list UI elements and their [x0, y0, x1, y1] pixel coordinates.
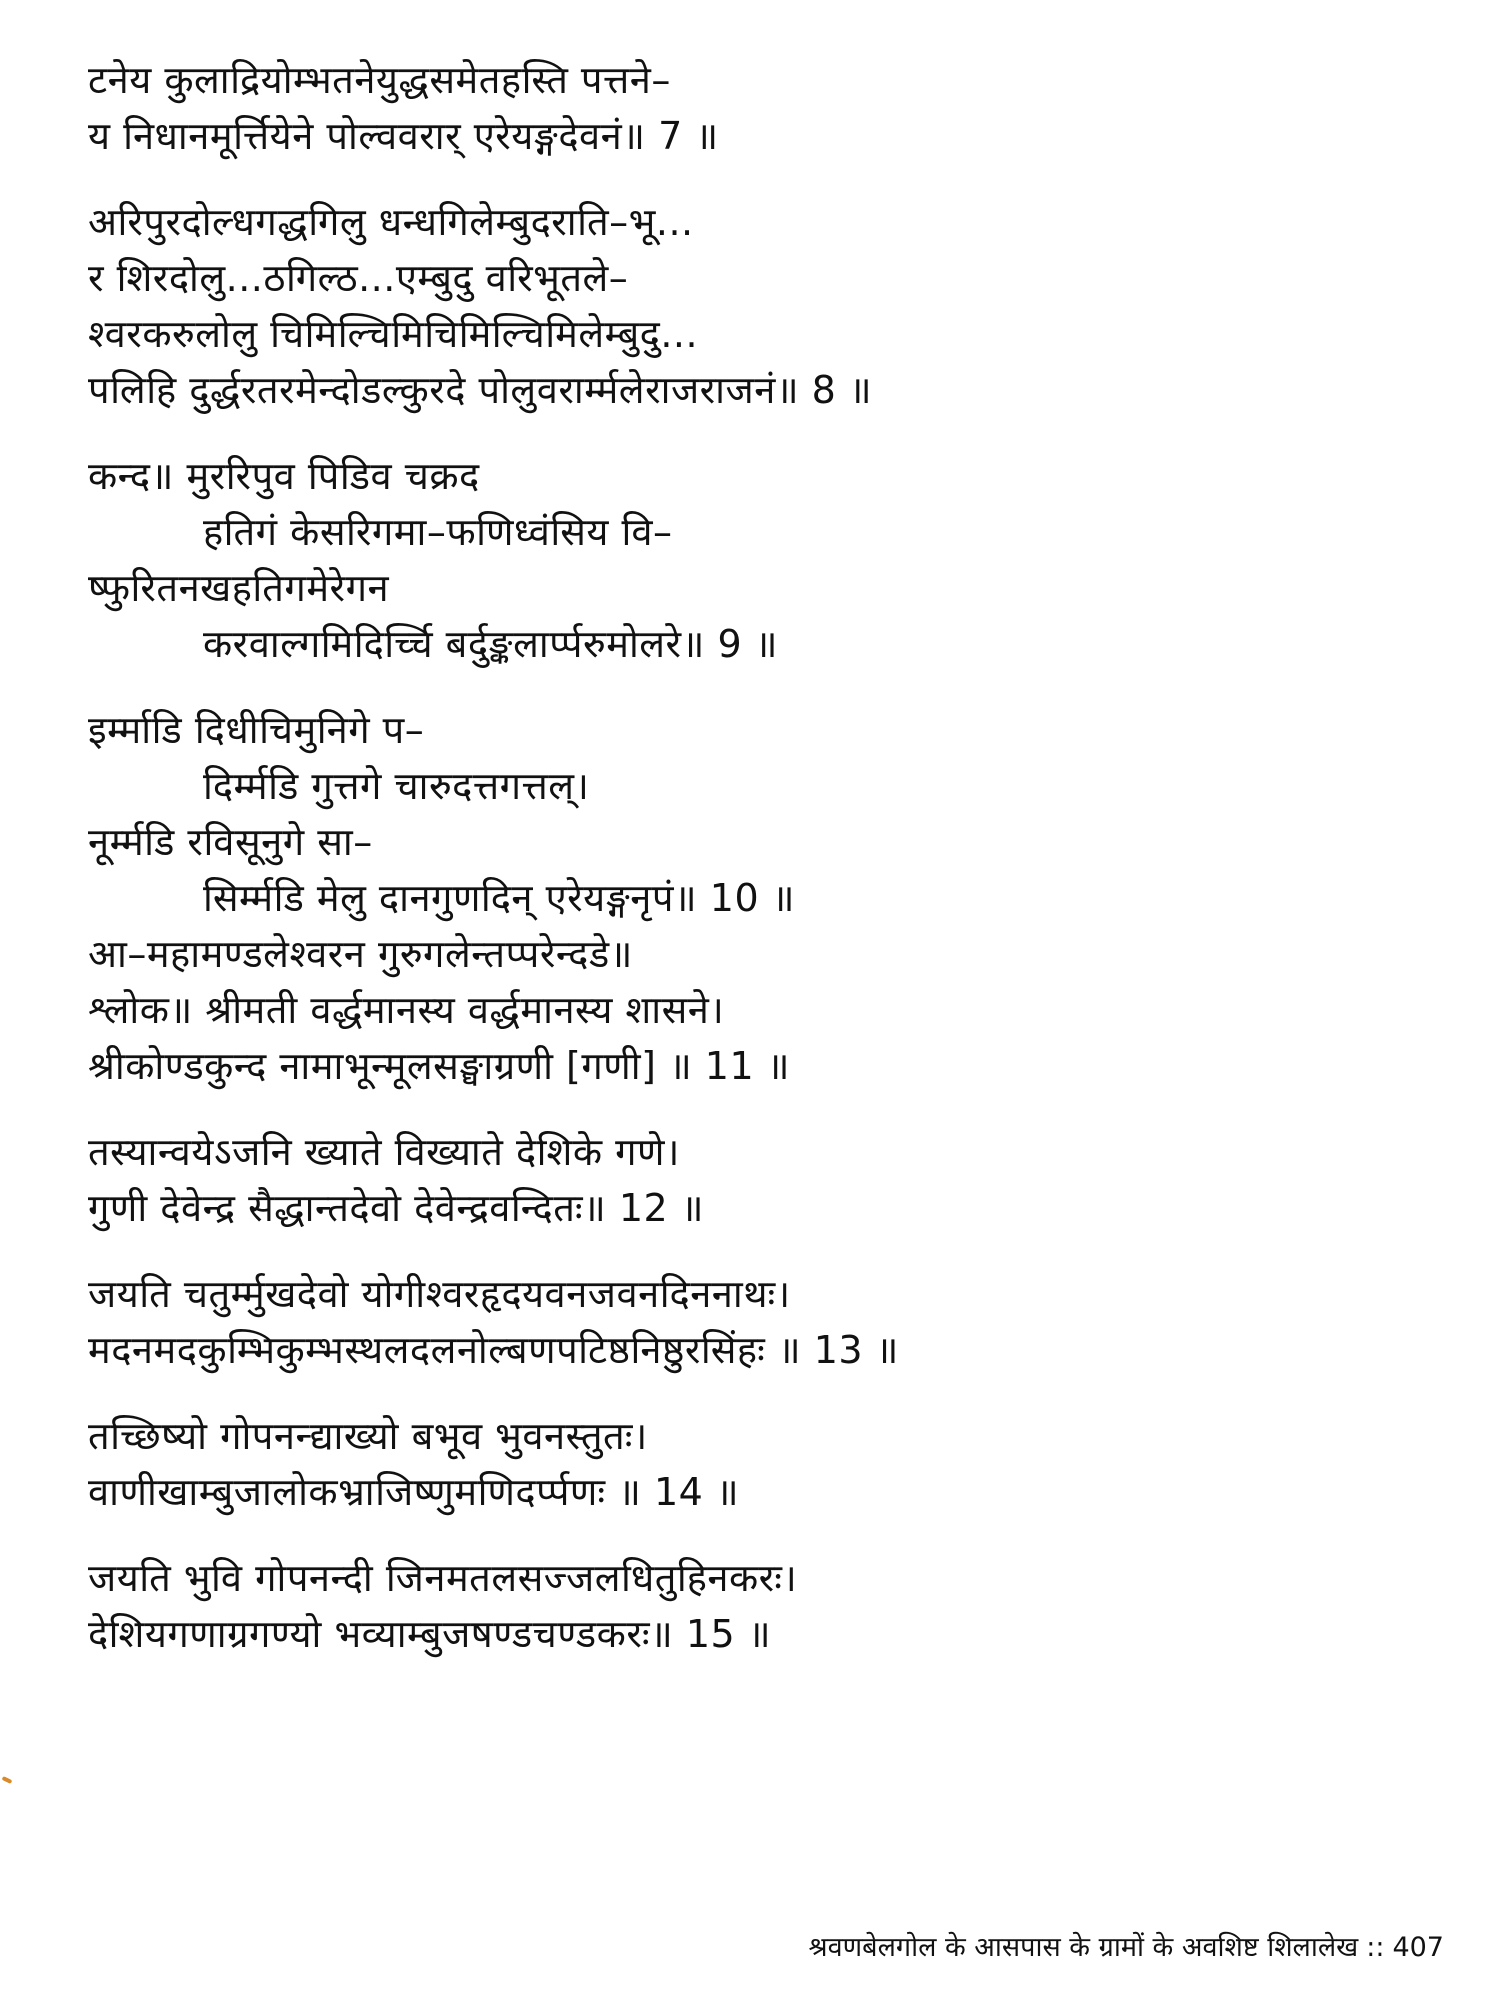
- footer-separator: ::: [1366, 1932, 1385, 1963]
- verse-line: देशियगणाग्रगण्यो भव्याम्बुजषण्डचण्डकरः॥ 15 ॥: [88, 1612, 772, 1656]
- running-title: श्रवणबेलगोल के आसपास के ग्रामों के अवशिष्ट शिलालेख: [808, 1932, 1359, 1963]
- verse-line: इर्म्माडि दिधीचिमुनिगे प–: [88, 708, 425, 752]
- verse-line: पलिहि दुर्द्धरतरमेन्दोडल्कुरदे पोलुवरार्म्मलेराजराजनं॥ 8 ॥: [88, 368, 873, 412]
- verse-line: ष्फुरितनखहतिगमेरेगन: [88, 566, 390, 610]
- verse-stanza: [88, 1408, 1428, 1520]
- verse-line: हतिगं केसरिगमा–फणिध्वंसिय वि–: [203, 510, 673, 554]
- page-number: 407: [1392, 1932, 1444, 1963]
- verse-line: सिर्म्मडि मेलु दानगुणदिन् एरेयङ्गनृपं॥ 10 ॥: [203, 876, 795, 920]
- verse-line: श्रीकोण्डकुन्द नामाभून्मूलसङ्घाग्रणी [गणी] ॥ 11 ॥: [88, 1044, 791, 1088]
- verse-stanza: [88, 52, 1428, 164]
- verse-stanza: [88, 194, 1428, 418]
- page-footer: [809, 1928, 1445, 1968]
- verse-line: श्वरकरुलोलु चिमिल्चिमिचिमिल्चिमिलेम्बुदु...: [88, 312, 699, 356]
- margin-mark: [2, 1776, 13, 1784]
- verse-line: आ–महामण्डलेश्वरन गुरुगलेन्तप्परेन्दडे॥: [88, 932, 633, 976]
- verse-line: र शिरदोलु...ठगिल्ठ...एम्बुदु वरिभूतले–: [88, 256, 629, 300]
- verse-line: तस्यान्वयेऽजनि ख्याते विख्याते देशिके गणे।: [88, 1130, 680, 1174]
- verse-stanza: [88, 1124, 1428, 1236]
- verse-line: तच्छिष्यो गोपनन्द्याख्यो बभूव भुवनस्तुतः।: [88, 1414, 648, 1458]
- verse-line: करवाल्गमिदिर्च्चि बर्दुङ्कलार्प्परुमोलरे॥ 9 ॥: [203, 622, 778, 666]
- verse-line: नूर्म्मडि रविसूनुगे सा–: [88, 820, 373, 864]
- verse-stanza: [88, 448, 1428, 672]
- verse-line: जयति भुवि गोपनन्दी जिनमतलसज्जलधितुहिनकरः।: [88, 1556, 798, 1600]
- verse-line: अरिपुरदोल्धगद्धगिलु धन्धगिलेम्बुदराति–भू...: [88, 200, 694, 244]
- verse-stanza: [88, 1550, 1428, 1662]
- verse-line: टनेय कुलाद्रियोम्भतनेयुद्धसमेतहस्ति पत्तने–: [88, 58, 671, 102]
- verse-line: जयति चतुर्म्मुखदेवो योगीश्वरहृदयवनजवनदिननाथः।: [88, 1272, 791, 1316]
- verse-line: दिर्म्मडि गुत्तगे चारुदत्तगत्तल्।: [203, 764, 590, 808]
- verse-line: मदनमदकुम्भिकुम्भस्थलदलनोल्बणपटिष्ठनिष्ठुरसिंहः ॥ 13 ॥: [88, 1328, 899, 1372]
- inscription-verses: [88, 52, 1428, 1692]
- verse-line: य निधानमूर्त्तियेने पोल्ववरार् एरेयङ्गदेवनं॥ 7 ॥: [88, 114, 719, 158]
- verse-line: कन्द॥ मुररिपुव पिडिव चक्रद: [88, 454, 480, 498]
- verse-line: गुणी देवेन्द्र सैद्धान्तदेवो देवेन्द्रवन्दितः॥ 12 ॥: [88, 1186, 705, 1230]
- verse-line: श्लोक॥ श्रीमती वर्द्धमानस्य वर्द्धमानस्य शासने।: [88, 988, 725, 1032]
- verse-stanza: [88, 1266, 1428, 1378]
- verse-line: वाणीखाम्बुजालोकभ्राजिष्णुमणिदर्प्पणः ॥ 14 ॥: [88, 1470, 740, 1514]
- verse-stanza: [88, 702, 1428, 1094]
